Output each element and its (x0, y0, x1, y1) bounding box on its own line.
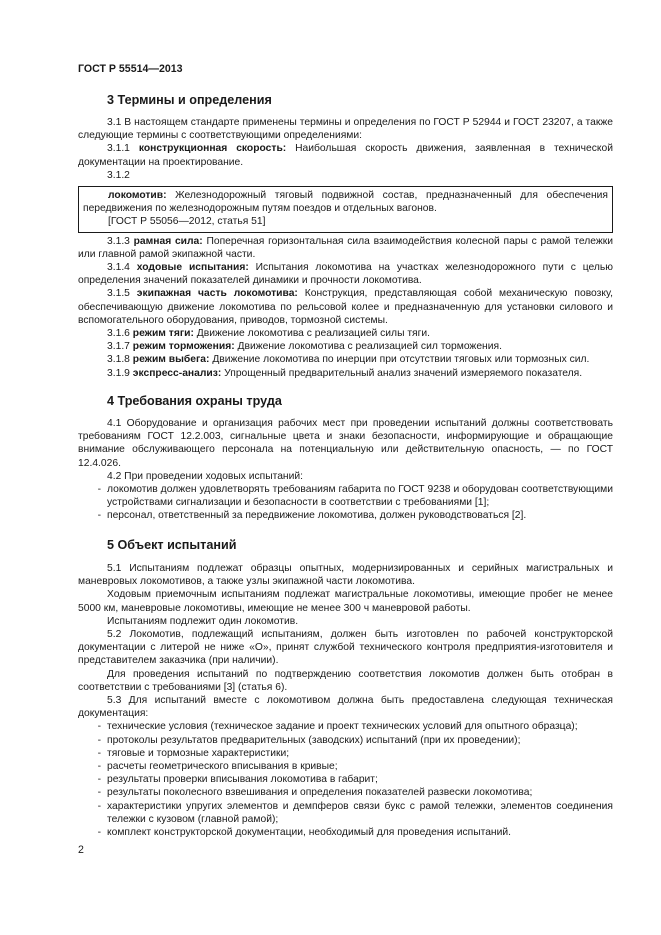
section-4-heading: 4 Требования охраны труда (107, 394, 282, 408)
dash-bullet: - (97, 761, 101, 773)
term-reference: [ГОСТ Р 55056—2012, статья 51] (108, 216, 266, 228)
list-item: - тяговые и тормозные характеристики; (78, 747, 613, 760)
list-item: - комплект конструкторской документации, необходимый для проведения испытаний. (78, 826, 613, 839)
paragraph-3-1-8: 3.1.8 режим выбега: Движение локомотива по инерции при отсутствии тяговых или тормозных сил. (107, 354, 590, 366)
dash-bullet: - (97, 800, 101, 812)
dash-bullet: - (97, 774, 101, 786)
paragraph-3-1-7: 3.1.7 режим торможения: Движение локомотива с реализацией сил торможения. (107, 341, 502, 353)
section-3 (78, 93, 613, 380)
section-4 (78, 394, 613, 523)
paragraph-5-3: 5.3 Для испытаний вместе с локомотивом должна быть предоставлена следующая техническая документация: (78, 695, 613, 720)
section-5-heading: 5 Объект испытаний (107, 538, 237, 552)
dash-bullet: - (97, 510, 101, 522)
list-item: - расчеты геометрического вписывания в кривые; (78, 760, 613, 773)
dash-bullet: - (97, 787, 101, 799)
section-5 (78, 538, 613, 839)
list-item: - локомотив должен удовлетворять требованиям габарита по ГОСТ 9238 и оборудован соответствующими устройствами сигнализации и безопасности в соответствии с требованиями [1]; (78, 483, 613, 509)
paragraph-3-1-5: 3.1.5 экипажная часть локомотива: Конструкция, представляющая собой механическую повозку, обеспечивающую движение локомотива по рельсовой колее и предназначенную для установки силового и вспомогательного оборудования, приводов, тормозной системы. (78, 288, 613, 326)
list-item: - результаты поколесного взвешивания и определения показателей развески локомотива; (78, 786, 613, 799)
document-header: ГОСТ Р 55514—2013 (78, 63, 183, 75)
list-item: - протоколы результатов предварительных (заводских) испытаний (при их проведении); (78, 734, 613, 747)
list-item: - технические условия (техническое задание и проект технических условий для опытного образца); (78, 720, 613, 733)
dash-bullet: - (97, 484, 101, 496)
paragraph-5-1-c: Испытаниям подлежит один локомотив. (107, 615, 299, 627)
dash-bullet: - (97, 721, 101, 733)
dash-bullet: - (97, 734, 101, 746)
section-3-heading: 3 Термины и определения (107, 93, 272, 107)
paragraph-3-1-2: 3.1.2 (107, 169, 130, 181)
list-item: - характеристики упругих элементов и демпферов связи букс с рамой тележки, элементов соединения тележки с кузовом (главной рамой); (78, 800, 613, 826)
dash-bullet: - (97, 827, 101, 839)
paragraph-3-1-1: 3.1.1 конструкционная скорость: Наибольшая скорость движения, заявленная в технической документации на проектирование. (78, 143, 613, 168)
paragraph-5-2-b: Для проведения испытаний по подтверждению соответствия локомотив должен быть отобран в соответствии с требованиями [3] (статья 6). (78, 668, 613, 693)
list-item: - персонал, ответственный за передвижение локомотива, должен руководствоваться [2]. (78, 509, 613, 522)
list-item: - результаты проверки вписывания локомотива в габарит; (78, 773, 613, 786)
paragraph-3-1-4: 3.1.4 ходовые испытания: Испытания локомотива на участках железнодорожного пути с целью определения значений показателей динамики и прочности локомотива. (78, 262, 613, 287)
paragraph-4-2: 4.2 При проведении ходовых испытаний: (107, 470, 303, 482)
dash-bullet: - (97, 747, 101, 759)
paragraph-4-1: 4.1 Оборудование и организация рабочих мест при проведении испытаний должны соответствовать требованиям ГОСТ 12.2.003, сигнальные цвета и знаки безопасности, информирующие и обращающие внимание обслуживающего персонала на потенциальную или действительную опасность, — по ГОСТ 12.4.026. (78, 418, 613, 469)
paragraph-3-1-3: 3.1.3 рамная сила: Поперечная горизонтальная сила взаимодействия колесной пары с рамой тележки или главной рамой экипажной части. (78, 235, 613, 260)
page-number: 2 (78, 844, 84, 856)
paragraph-5-2: 5.2 Локомотив, подлежащий испытаниям, должен быть изготовлен по рабочей конструкторской документации с литерой не ниже «О», принят службой технического контроля предприятия-изготовителя и представителем заказчика (при наличии). (78, 629, 613, 667)
paragraph-3-1: 3.1 В настоящем стандарте применены термины и определения по ГОСТ Р 52944 и ГОСТ 23207, а также следующие термины с соответствующими определениями: (78, 117, 613, 142)
paragraph-5-1: 5.1 Испытаниям подлежат образцы опытных, модернизированных и серийных магистральных и маневровых локомотивов, а также узлы экипажной части локомотива. (78, 563, 613, 588)
paragraph-3-1-9: 3.1.9 экспресс-анализ: Упрощенный предварительный анализ значений измеряемого показателя. (107, 367, 583, 379)
term-box-locomotive: локомотив: Железнодорожный тяговый подвижной состав, предназначенный для обеспечения передвижения по железнодорожным путям поездов и отдельных вагонов. [ГОСТ Р 55056—2012, статья 51] (78, 186, 613, 233)
paragraph-3-1-6: 3.1.6 режим тяги: Движение локомотива с реализацией силы тяги. (107, 328, 430, 340)
paragraph-5-1-b: Ходовым приемочным испытаниям подлежат магистральные локомотивы, имеющие пробег не менее 5000 км, маневровые локомотивы, имеющие не менее 300 ч маневровой работы. (78, 589, 613, 614)
